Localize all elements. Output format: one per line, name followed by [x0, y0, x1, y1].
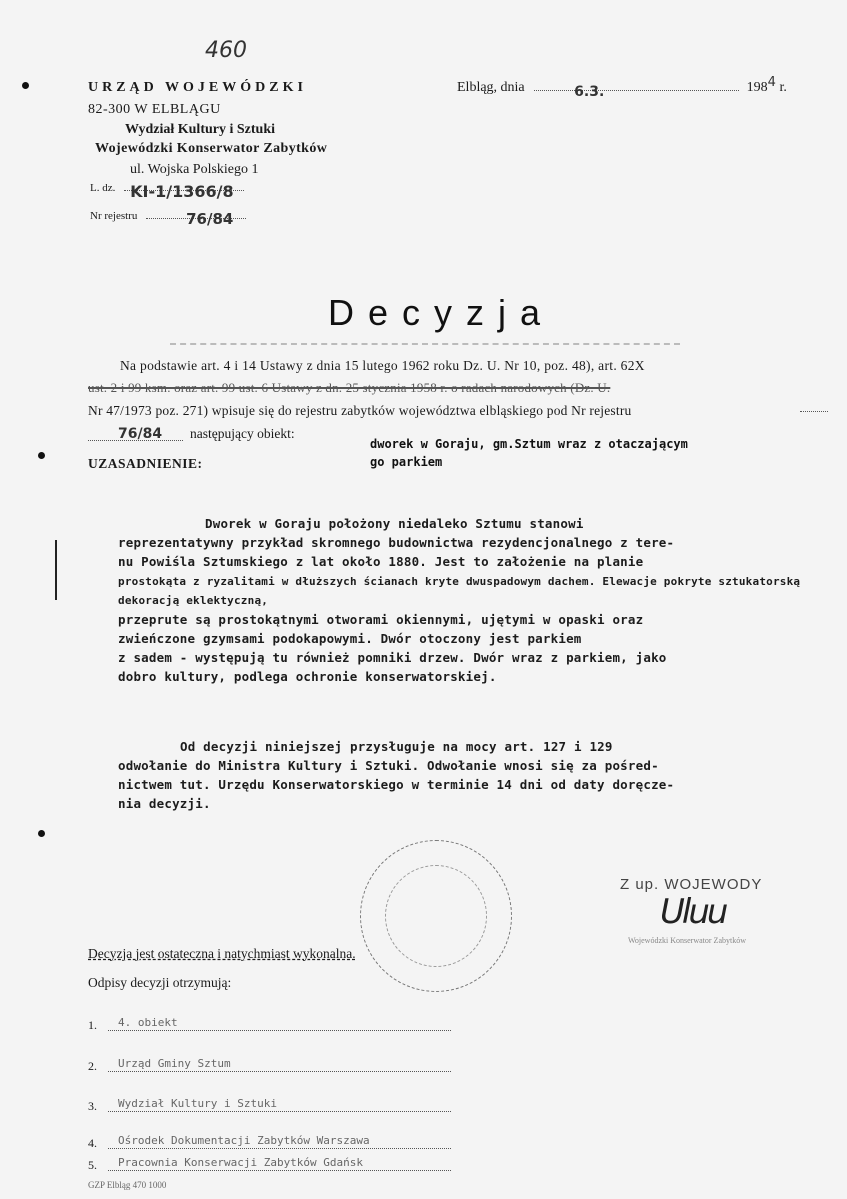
- copy-5-num: 5.: [88, 1158, 97, 1172]
- copy-5-text: Pracownia Konserwacji Zabytków Gdańsk: [118, 1156, 364, 1169]
- conservator-name: Wojewódzki Konserwator Zabytków: [95, 141, 328, 156]
- year-prefix: 198: [746, 80, 768, 95]
- final-note: Decyzja jest ostateczna i natychmiast wykonalna.: [88, 946, 356, 961]
- legal-line-4: następujący obiekt:: [190, 426, 295, 441]
- copy-1-line: [108, 1030, 451, 1031]
- copy-5-line: [108, 1170, 451, 1171]
- punch-mark-2: [38, 452, 45, 459]
- ref-value: KI-1/1366/8: [130, 182, 234, 201]
- document-title: Decyzja: [328, 292, 555, 333]
- register-value: 76/84: [186, 210, 234, 228]
- register-number-handwritten: 76/84: [118, 426, 163, 442]
- department-name: Wydział Kultury i Sztuki: [125, 122, 276, 137]
- copy-1-num: 1.: [88, 1018, 97, 1032]
- printer-footer: GZP Elbląg 470 1000: [88, 1180, 167, 1190]
- copy-3-num: 3.: [88, 1099, 97, 1113]
- justification-line-5: przeprute są prostokątnymi otworami okiennymi, ujętymi w opaski oraz: [118, 612, 644, 627]
- justification-line-1: Dworek w Goraju położony niedaleko Sztumu stanowi: [205, 516, 584, 531]
- legal-line-3: Nr 47/1973 poz. 271) wpisuje się do rejestru zabytków województwa elbląskiego pod Nr rejestru: [88, 403, 632, 418]
- copy-4-line: [108, 1148, 451, 1149]
- ref-row: [90, 182, 244, 201]
- copy-2-text: Urząd Gminy Sztum: [118, 1057, 231, 1070]
- copy-3-line: [108, 1111, 451, 1112]
- office-street: ul. Wojska Polskiego 1: [130, 162, 259, 177]
- punch-mark-3: [38, 830, 45, 837]
- faint-struck-line: [170, 343, 680, 349]
- signature-scrawl: Uluu: [660, 892, 726, 932]
- round-stamp-inner: [385, 865, 487, 967]
- justification-label: UZASADNIENIE:: [88, 456, 203, 471]
- copy-1-text: 4. obiekt: [118, 1016, 178, 1029]
- year-r: r.: [779, 80, 787, 95]
- copy-2-num: 2.: [88, 1059, 97, 1073]
- justification-line-4: [118, 572, 838, 610]
- margin-bar: [55, 540, 57, 600]
- object-line-1: dworek w Goraju, gm.Sztum wraz z otaczającym: [370, 437, 688, 451]
- punch-mark-1: [22, 82, 29, 89]
- legal-line-1: Na podstawie art. 4 i 14 Ustawy z dnia 15 lutego 1962 roku Dz. U. Nr 10, poz. 48), art. 62X: [120, 358, 645, 373]
- office-city: 82-300 W ELBLĄGU: [88, 102, 221, 117]
- office-name: URZĄD WOJEWÓDZKI: [88, 80, 307, 95]
- date-value: 6.3.: [574, 84, 605, 100]
- copy-4-text: Ośrodek Dokumentacji Zabytków Warszawa: [118, 1134, 370, 1147]
- date-row: [457, 75, 787, 100]
- justification-line-2: reprezentatywny przykład skromnego budownictwa rezydencjonalnego z tere-: [118, 535, 675, 550]
- copy-4-num: 4.: [88, 1136, 97, 1150]
- appeal-line-3: nictwem tut. Urzędu Konserwatorskiego w terminie 14 dni od daty doręcze-: [118, 777, 675, 792]
- handwritten-number: 460: [205, 38, 247, 63]
- register-number-line: [88, 440, 183, 441]
- legal-line-2-struck: ust. 2 i 99 ksm. oraz art. 99 ust. 6 Ustawy z dn. 25 stycznia 1958 r. o radach narodowych (Dz. U.: [88, 380, 611, 395]
- copies-label: Odpisy decyzji otrzymują:: [88, 975, 232, 990]
- register-row: [90, 210, 246, 228]
- justification-line-8: dobro kultury, podlega ochronie konserwatorskiej.: [118, 669, 497, 684]
- appeal-line-2: odwołanie do Ministra Kultury i Sztuki. Odwołanie wnosi się za pośred-: [118, 758, 659, 773]
- object-line-2: go parkiem: [370, 455, 443, 469]
- copy-2-line: [108, 1071, 451, 1072]
- copy-3-text: Wydział Kultury i Sztuki: [118, 1097, 277, 1110]
- signature-label: Z up. WOJEWODY: [620, 876, 763, 893]
- justification-line-6: zwieńczone gzymsami podokapowymi. Dwór otoczony jest parkiem: [118, 631, 582, 646]
- ref-label: L. dz.: [90, 182, 116, 194]
- appeal-line-4: nia decyzji.: [118, 796, 211, 811]
- justification-line-7: z sadem - występują tu również pomniki drzew. Dwór wraz z parkiem, jako: [118, 650, 667, 665]
- legal-line-3-dots: [800, 411, 828, 412]
- register-label: Nr rejestru: [90, 210, 138, 222]
- justification-line-3: nu Powiśla Sztumskiego z lat około 1880. Jest to założenie na planie: [118, 554, 644, 569]
- appeal-line-1: Od decyzji niniejszej przysługuje na mocy art. 127 i 129: [180, 739, 613, 754]
- date-place: Elbląg, dnia: [457, 80, 525, 95]
- justification-line-4-text: prostokąta z ryzalitami w dłuższych ścianach kryte dwuspadowym dachem. Elewacje pokryte sztukatorską dekoracją eklektyczną,: [118, 575, 801, 607]
- year-suffix: 4: [767, 75, 776, 90]
- signature-sub: Wojewódzki Konserwator Zabytków: [628, 936, 746, 945]
